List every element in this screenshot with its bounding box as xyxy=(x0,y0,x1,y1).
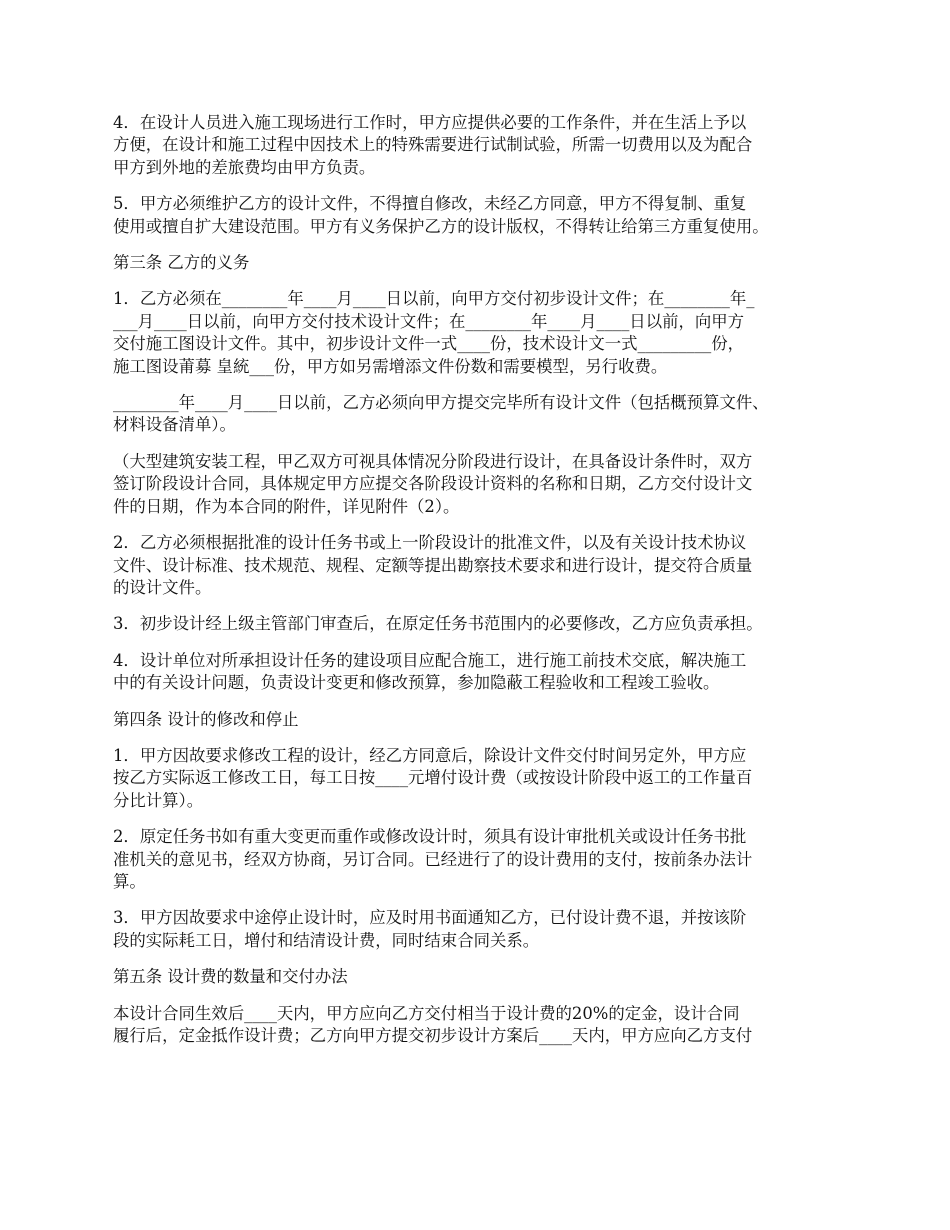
section-heading xyxy=(113,966,855,988)
text-line: 第四条 设计的修改和停止 xyxy=(113,709,299,729)
paragraph xyxy=(113,392,855,437)
text-line: 的设计文件。 xyxy=(113,577,212,597)
text-line: 4．在设计人员进入施工现场进行工作时，甲方应提供必要的工作条件，并在生活上予以 xyxy=(113,113,747,132)
text-line: 中的有关设计问题，负责设计变更和修改预算，参加隐蔽工程验收和工程竣工验收。 xyxy=(113,673,720,693)
text-line: 第五条 设计费的数量和交付办法 xyxy=(113,967,348,987)
section-heading xyxy=(113,252,855,274)
document-page xyxy=(113,112,855,1061)
text-line: 准机关的意见书，经双方协商，另订合同。已经进行了的设计费用的支付，按前条办法计 xyxy=(113,849,753,869)
text-line: 甲方到外地的差旅费均由甲方负责。 xyxy=(113,157,376,177)
text-line: 文件、设计标准、技术规范、规程、定额等提出勘察技术要求和进行设计，提交符合质量 xyxy=(113,555,753,575)
text-line: 交付施工图设计文件。其中，初步设计文件一式____份，技术设计文一式_________份， xyxy=(113,334,745,354)
paragraph xyxy=(113,532,855,599)
text-line: 按乙方实际返工修改工日，每工日按____元增付设计费（或按设计阶段中返工的工作量百 xyxy=(113,768,753,788)
text-line: 材料设备清单）。 xyxy=(113,415,236,435)
text-line: 件的日期，作为本合同的附件，详见附件（2）。 xyxy=(113,496,460,516)
paragraph xyxy=(113,288,855,378)
paragraph xyxy=(113,112,855,179)
text-line: 施工图设莆募 皇統___份，甲方如另需增添文件份数和需要模型，另行收费。 xyxy=(113,356,668,376)
text-line: 5．甲方必须维护乙方的设计文件，不得擅自修改，未经乙方同意，甲方不得复制、重复 xyxy=(113,194,747,214)
text-line: 段的实际耗工日，增付和结清设计费，同时结束合同关系。 xyxy=(113,930,540,950)
text-line: 4．设计单位对所承担设计任务的建设项目应配合施工，进行施工前技术交底，解决施工 xyxy=(113,650,747,670)
text-line: （大型建筑安装工程，甲乙双方可视具体情况分阶段进行设计，在具备设计条件时，双方 xyxy=(113,451,753,471)
text-line: 签订阶段设计合同，具体规定甲方应提交各阶段设计资料的名称和日期，乙方交付设计文 xyxy=(113,474,753,494)
text-line: 2．乙方必须根据批准的设计任务书或上一阶段设计的批准文件，以及有关设计技术协议 xyxy=(113,533,747,553)
text-line: 第三条 乙方的义务 xyxy=(113,253,250,273)
text-line: 1．乙方必须在________年____月____日以前，向甲方交付初步设计文件；在________年_ xyxy=(113,289,755,309)
paragraph xyxy=(113,650,855,695)
text-line: 使用或擅自扩大建设范围。甲方有义务保护乙方的设计版权，不得转让给第三方重复使用。 xyxy=(113,216,769,236)
paragraph xyxy=(113,193,855,238)
text-line: 履行后，定金抵作设计费；乙方向甲方提交初步设计方案后____天内，甲方应向乙方支付 xyxy=(113,1026,753,1045)
paragraph xyxy=(113,826,855,893)
text-line: 本设计合同生效后____天内，甲方应向乙方交付相当于设计费的20%的定金，设计合同 xyxy=(113,1003,740,1023)
text-line: 2．原定任务书如有重大变更而重作或修改设计时，须具有设计审批机关或设计任务书批 xyxy=(113,827,747,847)
text-line: 算。 xyxy=(113,871,146,891)
paragraph xyxy=(113,745,855,812)
paragraph xyxy=(113,613,855,635)
paragraph xyxy=(113,907,855,952)
paragraph xyxy=(113,451,855,518)
text-line: 方便，在设计和施工过程中因技术上的特殊需要进行试制试验，所需一切费用以及为配合 xyxy=(113,135,753,155)
text-line: 3．甲方因故要求中途停止设计时，应及时用书面通知乙方，已付设计费不退，并按该阶 xyxy=(113,908,747,928)
section-heading xyxy=(113,709,855,731)
paragraph xyxy=(113,1003,855,1048)
text-line: 1．甲方因故要求修改工程的设计，经乙方同意后，除设计文件交付时间另定外，甲方应 xyxy=(113,745,747,765)
text-line: 3．初步设计经上级主管部门审查后，在原定任务书范围内的必要修改，乙方应负责承担。 xyxy=(113,614,763,634)
text-line: 分比计算）。 xyxy=(113,790,204,810)
text-line: ________年____月____日以前，乙方必须向甲方提交完毕所有设计文件（包括概预算文件、 xyxy=(113,393,769,413)
text-line: ___月____日以前，向甲方交付技术设计文件；在________年____月____日以前，向甲方 xyxy=(113,311,745,331)
